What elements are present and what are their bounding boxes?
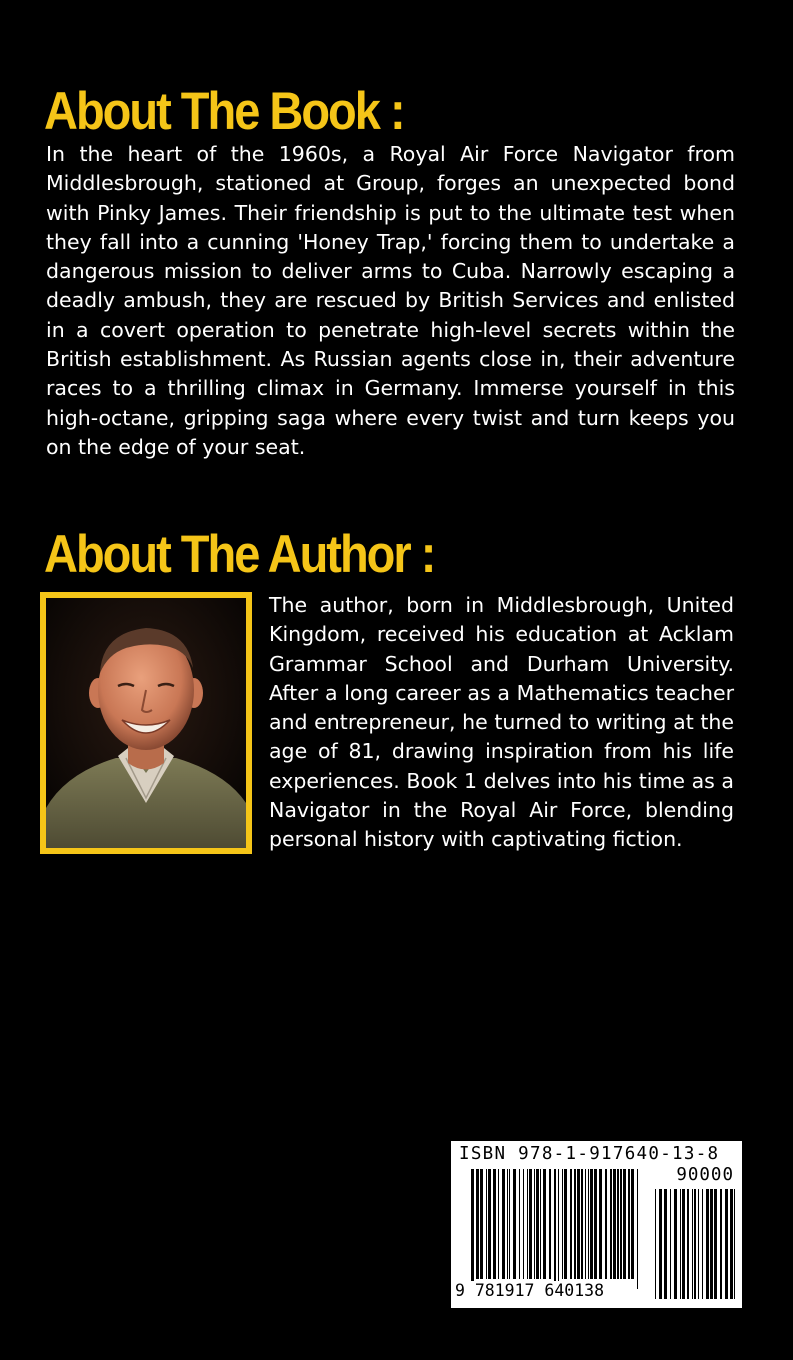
barcode-bar [476,1169,479,1279]
barcode-bar [581,1169,583,1279]
barcode-bar [536,1169,539,1279]
isbn-label: ISBN 978-1-917640-13-8 [459,1144,720,1164]
barcode-bar [480,1169,483,1279]
barcode-bar [574,1169,576,1279]
about-author-text: The author, born in Middlesbrough, United Kingdom, received his education at Acklam Grammar School and Durham University. After a long career as a Mathematics teacher and entrepreneur, he turned to writing at the age of 81, drawing inspiration from his life experiences. Book 1 delves into his time as a Navigator in the Royal Air Force, blending personal history with captivating fiction. [269,593,734,852]
author-portrait-image [46,598,246,848]
barcode-bar [488,1169,491,1279]
barcode-addon-bar [692,1189,693,1299]
barcode-bar [613,1169,616,1279]
barcode-addon-bar [659,1189,662,1299]
barcode-bar [570,1169,572,1279]
about-book-heading: About The Book : [44,80,404,140]
barcode-bar [631,1169,634,1279]
barcode-bar [513,1169,516,1279]
about-book-text: In the heart of the 1960s, a Royal Air Force Navigator from Middlesbrough, stationed at Group, forges an unexpected bond with Pinky James. Their friendship is put to the ultimate test when they fall into a cunning 'Honey Trap,' forcing them to undertake a dangerous mission to deliver arms to Cuba. Narrowly escaping a deadly ambush, they are rescued by British Services and enlisted in a covert operation to penetrate high-level secrets within the British establishment. As Russian agents close in, their adventure races to a thrilling climax in Germany. Immerse yourself in this high-octane, gripping saga where every twist and turn keeps you on the edge of your seat. [46,142,735,459]
barcode-addon-bar [702,1189,703,1299]
barcode-addon-bar [710,1189,713,1299]
barcode-bar [599,1169,602,1279]
barcode-bar [527,1169,528,1279]
barcode-bar [605,1169,607,1279]
barcode-bar [637,1169,638,1289]
barcode-bar [509,1169,510,1279]
barcode-addon-bar [664,1189,667,1299]
barcode-addon-bar [680,1189,681,1299]
barcode-bar [519,1169,520,1279]
barcode-addon-bar [706,1189,709,1299]
barcode-addon-bar [734,1189,735,1299]
barcode-bar [564,1169,567,1279]
barcode-bar [502,1169,505,1279]
barcode-bar [628,1169,630,1279]
barcode-bar [493,1169,496,1279]
barcode-addon-bar [720,1189,722,1299]
barcode-bar [549,1169,551,1279]
author-photo [40,592,252,854]
barcode-bar [486,1169,487,1279]
barcode-bar [590,1169,593,1279]
barcode-bar [610,1169,612,1279]
barcode-bar [588,1169,589,1279]
barcode-bar [617,1169,619,1279]
barcode-bar [507,1169,508,1279]
barcode-addon-bar [730,1189,733,1299]
barcode-bar [577,1169,580,1279]
barcode-bar [523,1169,524,1279]
barcode-addon-bar [725,1189,728,1299]
barcode-bar [471,1169,474,1289]
barcode-addon-bar [698,1189,699,1299]
barcode-bar [529,1169,532,1279]
barcode-bar [594,1169,597,1279]
isbn-barcode [451,1141,742,1308]
barcode-digits: 9 781917 640138 [455,1281,605,1300]
barcode-addon-bar [674,1189,677,1299]
barcode-addon-bar [694,1189,696,1299]
barcode-bar [558,1169,559,1289]
barcode-addon-bar [670,1189,671,1299]
barcode-bar [543,1169,546,1279]
about-author-heading: About The Author : [44,523,435,583]
barcode-addon-bar [655,1189,656,1299]
barcode-bar [554,1169,556,1289]
barcode-addon-bar [682,1189,685,1299]
price-code: 90000 [676,1165,734,1185]
barcode-bar [534,1169,535,1279]
barcode-bar [498,1169,499,1279]
barcode-addon-bar [714,1189,717,1299]
barcode-addon-bar [687,1189,689,1299]
barcode-bar [623,1169,626,1279]
barcode-bar [540,1169,541,1279]
barcode-bar [585,1169,586,1279]
barcode-bar [620,1169,622,1279]
barcode-bar [562,1169,563,1279]
